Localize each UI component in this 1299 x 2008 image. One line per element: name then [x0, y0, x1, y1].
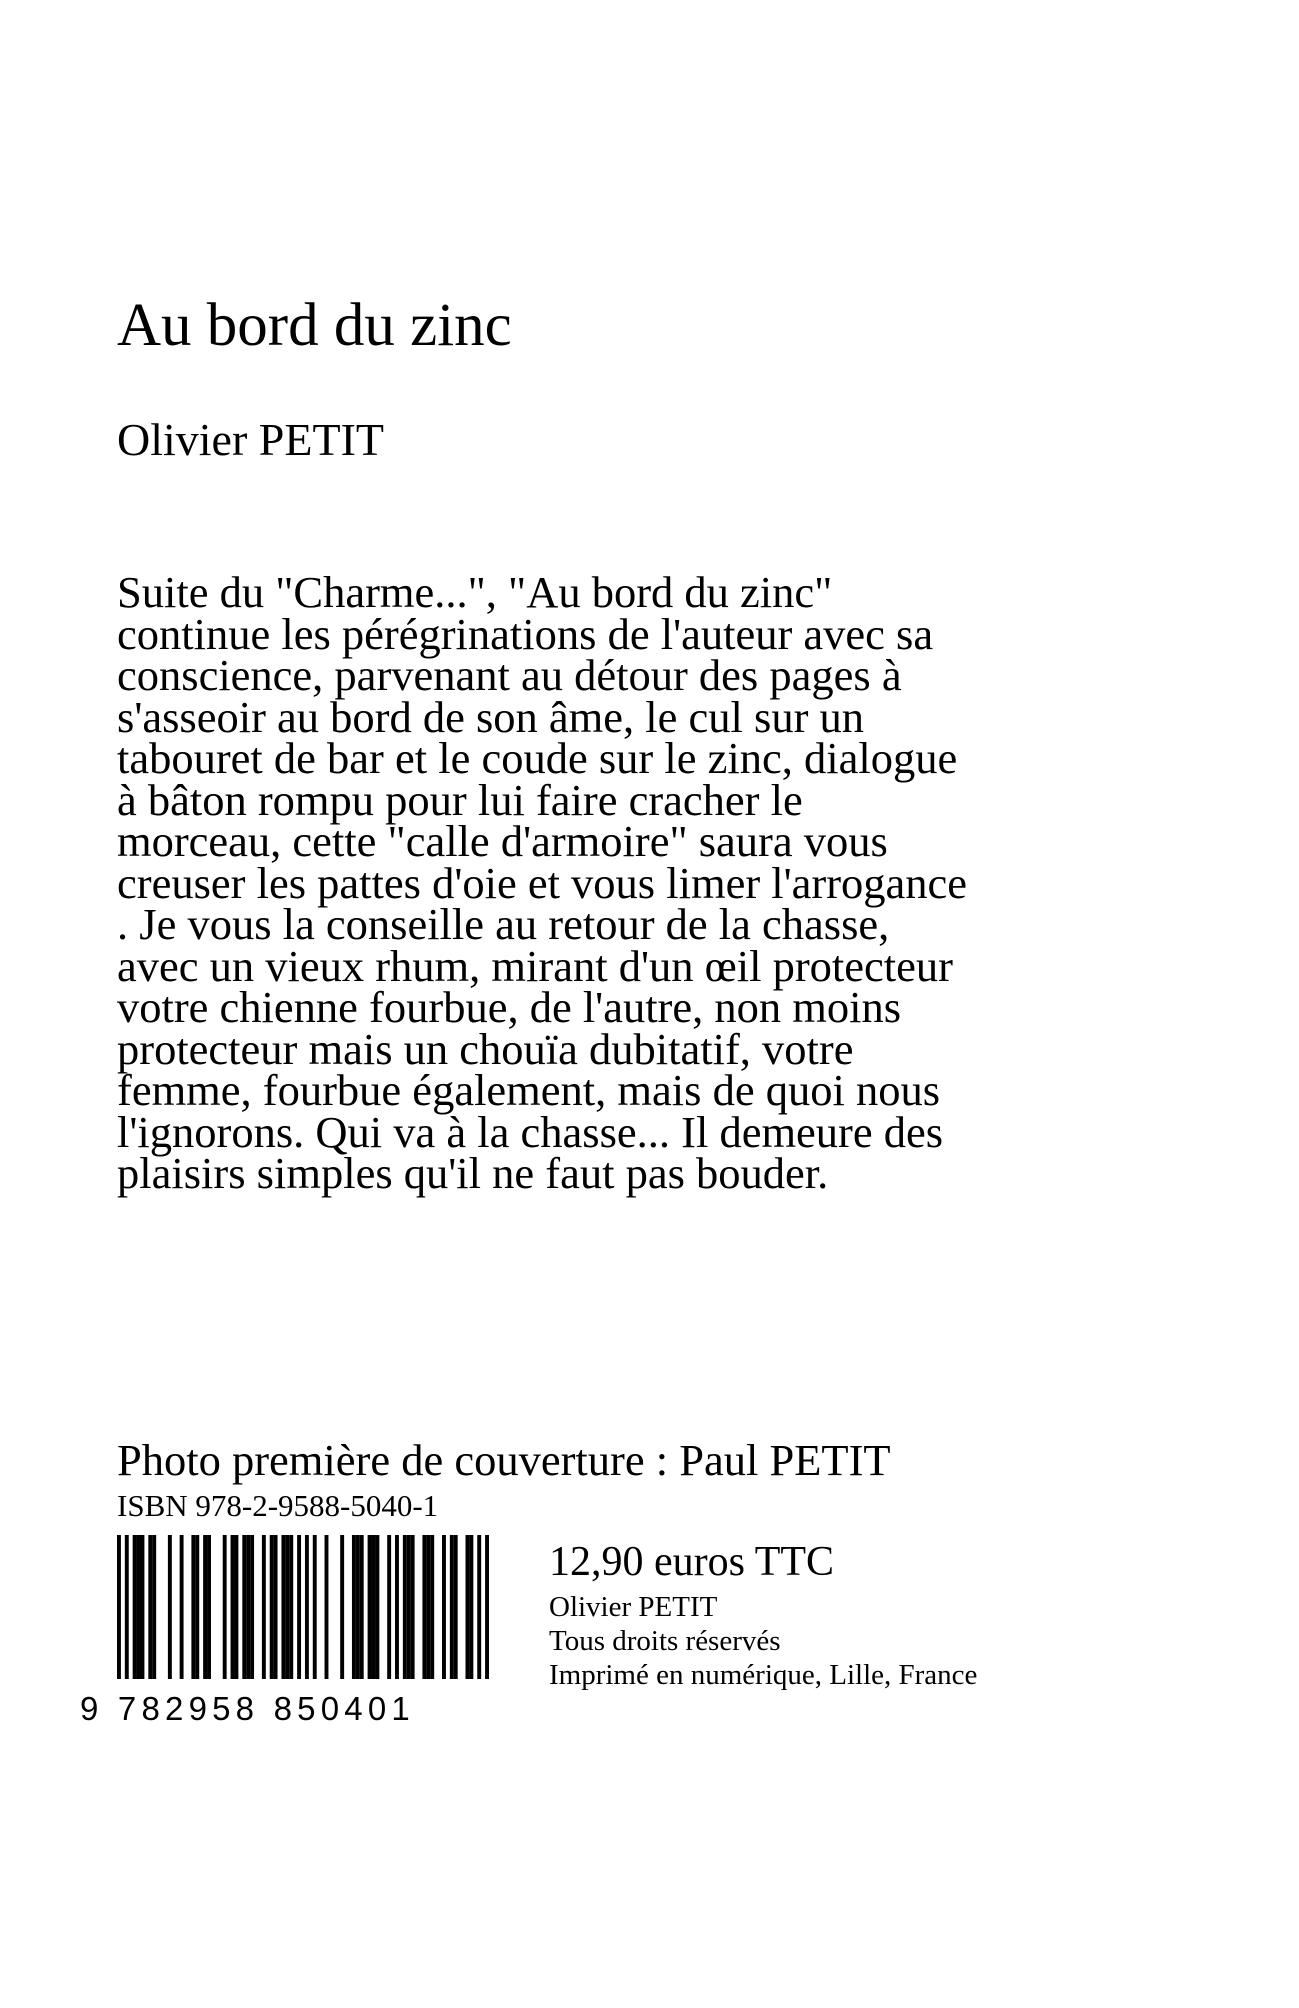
- barcode-bar: [274, 1535, 278, 1679]
- barcode-bar: [137, 1535, 141, 1679]
- barcode-bar: [387, 1535, 391, 1679]
- barcode-bar: [191, 1535, 195, 1679]
- rights-notice: Tous droits réservés: [549, 1625, 781, 1657]
- isbn-label: ISBN 978-2-9588-5040-1: [117, 1488, 439, 1523]
- barcode-digits: 9 782958 850401: [80, 1690, 415, 1727]
- barcode-bar: [372, 1535, 376, 1679]
- barcode-bar: [289, 1535, 293, 1679]
- price: 12,90 euros TTC: [549, 1539, 835, 1585]
- book-author: Olivier PETIT: [117, 414, 384, 465]
- barcode-bar: [411, 1535, 415, 1679]
- barcode-bar: [426, 1535, 430, 1679]
- barcode-bar: [305, 1535, 309, 1679]
- barcode-bar: [368, 1535, 372, 1679]
- barcode-bar: [223, 1535, 227, 1679]
- barcode-bar: [207, 1535, 211, 1679]
- barcode-bar: [281, 1535, 285, 1679]
- barcode-bar: [375, 1535, 379, 1679]
- barcode-bar: [454, 1535, 458, 1679]
- book-title: Au bord du zinc: [117, 292, 512, 359]
- barcode-bar: [313, 1535, 317, 1679]
- barcode-bar: [234, 1535, 238, 1679]
- barcode-bar: [356, 1535, 360, 1679]
- back-cover-blurb: Suite du "Charme...", "Au bord du zinc" continue les pérégrinations de l'auteur avec sa conscience, parvenant au détour des pages à s'asseoir au bord de son âme, le cul sur un tabouret de bar et le coude sur le zinc, dialogue à bâton rompu pour lui faire cracher le morceau, cette "calle d'armoire" saura vous creuser les pattes d'oie et vous limer l'arrogance . Je vous la conseille au retour de la chasse, avec un vieux rhum, mirant d'un œil protecteur votre chienne fourbue, de l'autre, non moins protecteur mais un chouïa dubitatif, votre femme, fourbue également, mais de quoi nous l'ignorons. Qui va à la chasse... Il demeure des plaisirs simples qu'il ne faut pas bouder.: [117, 567, 968, 1198]
- barcode-bar: [297, 1535, 301, 1679]
- barcode-bar: [250, 1535, 254, 1679]
- barcode-bar: [422, 1535, 426, 1679]
- barcode-bar: [395, 1535, 399, 1679]
- barcode-bar: [195, 1535, 199, 1679]
- barcode-bar: [168, 1535, 172, 1679]
- barcode-bar: [477, 1535, 481, 1679]
- barcode-bar: [325, 1535, 329, 1679]
- barcode-bar: [285, 1535, 289, 1679]
- barcode-bar: [360, 1535, 364, 1679]
- barcode-bar: [407, 1535, 411, 1679]
- barcode-bar: [466, 1535, 470, 1679]
- barcode-bar: [133, 1535, 137, 1679]
- barcode-bar: [246, 1535, 250, 1679]
- imprint-block: [549, 1590, 977, 1692]
- barcode-bar: [125, 1535, 129, 1679]
- printing-notice: Imprimé en numérique, Lille, France: [549, 1659, 978, 1691]
- barcode-bar: [270, 1535, 274, 1679]
- barcode-bar: [340, 1535, 344, 1679]
- barcode-bar: [450, 1535, 454, 1679]
- barcode-bar: [430, 1535, 434, 1679]
- barcode-bar: [262, 1535, 266, 1679]
- barcode-bar: [442, 1535, 446, 1679]
- photo-credit: Photo première de couverture : Paul PETIT: [117, 1435, 891, 1485]
- barcode-bar: [352, 1535, 356, 1679]
- barcode-bar: [485, 1535, 489, 1679]
- barcode-bar: [180, 1535, 184, 1679]
- barcode-bar: [117, 1535, 121, 1679]
- barcode-bar: [242, 1535, 246, 1679]
- isbn-barcode: [117, 1535, 489, 1679]
- barcode-bar: [469, 1535, 473, 1679]
- barcode-bar: [148, 1535, 152, 1679]
- barcode-bar: [231, 1535, 235, 1679]
- barcode-bar: [403, 1535, 407, 1679]
- barcode-bar: [203, 1535, 207, 1679]
- publisher-name: Olivier PETIT: [549, 1591, 718, 1623]
- barcode-bar: [140, 1535, 144, 1679]
- barcode-bar: [152, 1535, 156, 1679]
